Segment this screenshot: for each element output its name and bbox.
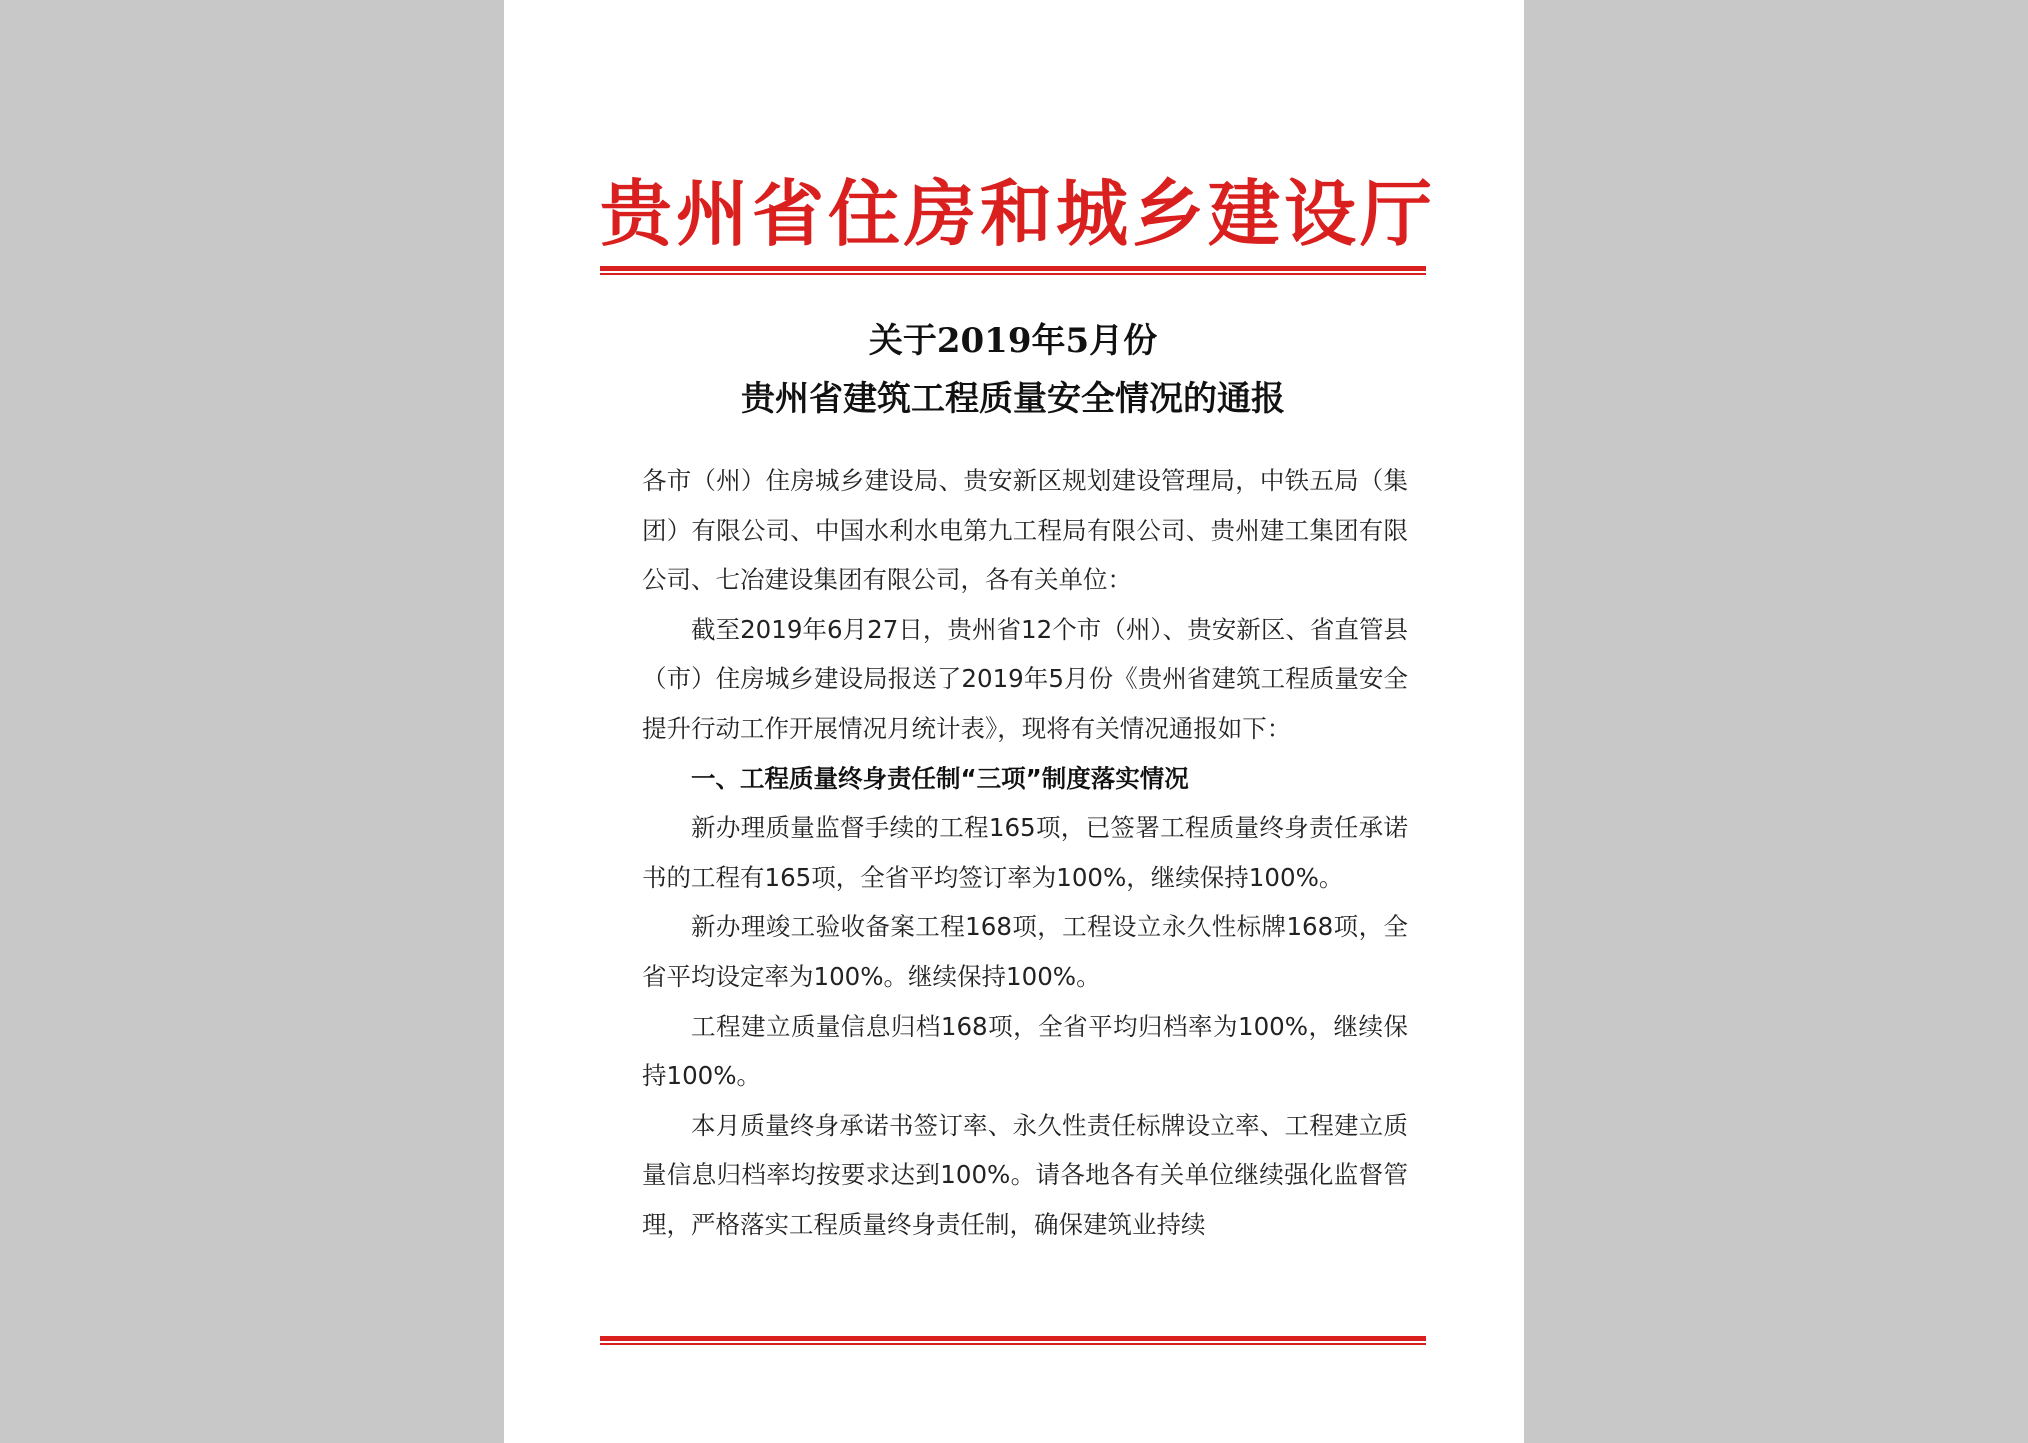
document-title-line-1: 关于2019年5月份	[868, 321, 1158, 361]
red-rule-thick-line	[600, 266, 1426, 271]
addressee-paragraph: 各市（州）住房城乡建设局、贵安新区规划建设管理局，中铁五局（集团）有限公司、中国水利水电第九工程局有限公司、贵州建工集团有限公司、七冶建设集团有限公司，各有关单位：	[642, 466, 1408, 595]
document-body	[642, 456, 1408, 1250]
section-1-paragraph-2: 新办理竣工验收备案工程168项，工程设立永久性标牌168项，全省平均设定率为100%。继续保持100%。	[642, 912, 1408, 991]
section-1-paragraph-4: 本月质量终身承诺书签订率、永久性责任标牌设立率、工程建立质量信息归档率均按要求达到100%。请各地各有关单位继续强化监督管理，严格落实工程质量终身责任制，确保建筑业持续	[642, 1110, 1408, 1239]
section-1-heading: 一、工程质量终身责任制“三项”制度落实情况	[691, 763, 1189, 793]
letterhead-red-rule	[600, 266, 1426, 276]
red-rule-thick-line	[600, 1336, 1426, 1341]
section-1-paragraph-3: 工程建立质量信息归档168项，全省平均归档率为100%，继续保持100%。	[642, 1011, 1408, 1091]
red-rule-thin-line	[600, 1343, 1426, 1345]
document-title	[600, 312, 1426, 428]
footer-red-rule	[600, 1336, 1426, 1346]
letterhead-org-name: 贵州省住房和城乡建设厅	[600, 171, 1437, 256]
section-1-paragraph-1: 新办理质量监督手续的工程165项，已签署工程质量终身责任承诺书的工程有165项，全省平均签订率为100%，继续保持100%。	[642, 813, 1408, 892]
document-page	[504, 0, 1524, 1443]
red-rule-thin-line	[600, 273, 1426, 275]
document-title-line-2: 贵州省建筑工程质量安全情况的通报	[741, 379, 1285, 419]
intro-paragraph: 截至2019年6月27日，贵州省12个市（州）、贵安新区、省直管县（市）住房城乡建设局报送了2019年5月份《贵州省建筑工程质量安全提升行动工作开展情况月统计表》，现将有关情况通报如下：	[642, 614, 1408, 743]
